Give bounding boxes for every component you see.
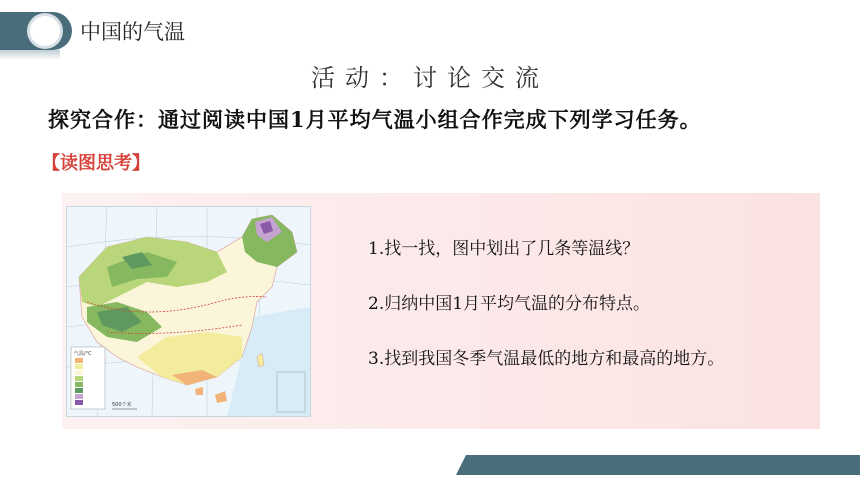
page-title: 中国的气温 (80, 20, 185, 44)
instruction-text: 探究合作：通过阅读中国1月平均气温小组合作完成下列学习任务。 (48, 107, 702, 132)
activity-title: 活动：讨论交流 (311, 64, 549, 92)
task-item-2: 2.归纳中国1月平均气温的分布特点。 (368, 294, 651, 314)
task-item-3: 3.找到我国冬季气温最低的地方和最高的地方。 (368, 349, 725, 369)
task-list (368, 234, 724, 399)
task-item-1: 1.找一找，图中划出了几条等温线？ (368, 239, 640, 259)
china-map-image (67, 207, 310, 416)
legend-title: 气温/°C (74, 351, 92, 357)
scale-label: 500千米 (112, 402, 132, 408)
header-circle-icon (30, 16, 60, 46)
temperature-map (66, 206, 311, 417)
section-tag: 【读图思考】 (42, 153, 150, 174)
footer-accent-bar (456, 455, 860, 475)
